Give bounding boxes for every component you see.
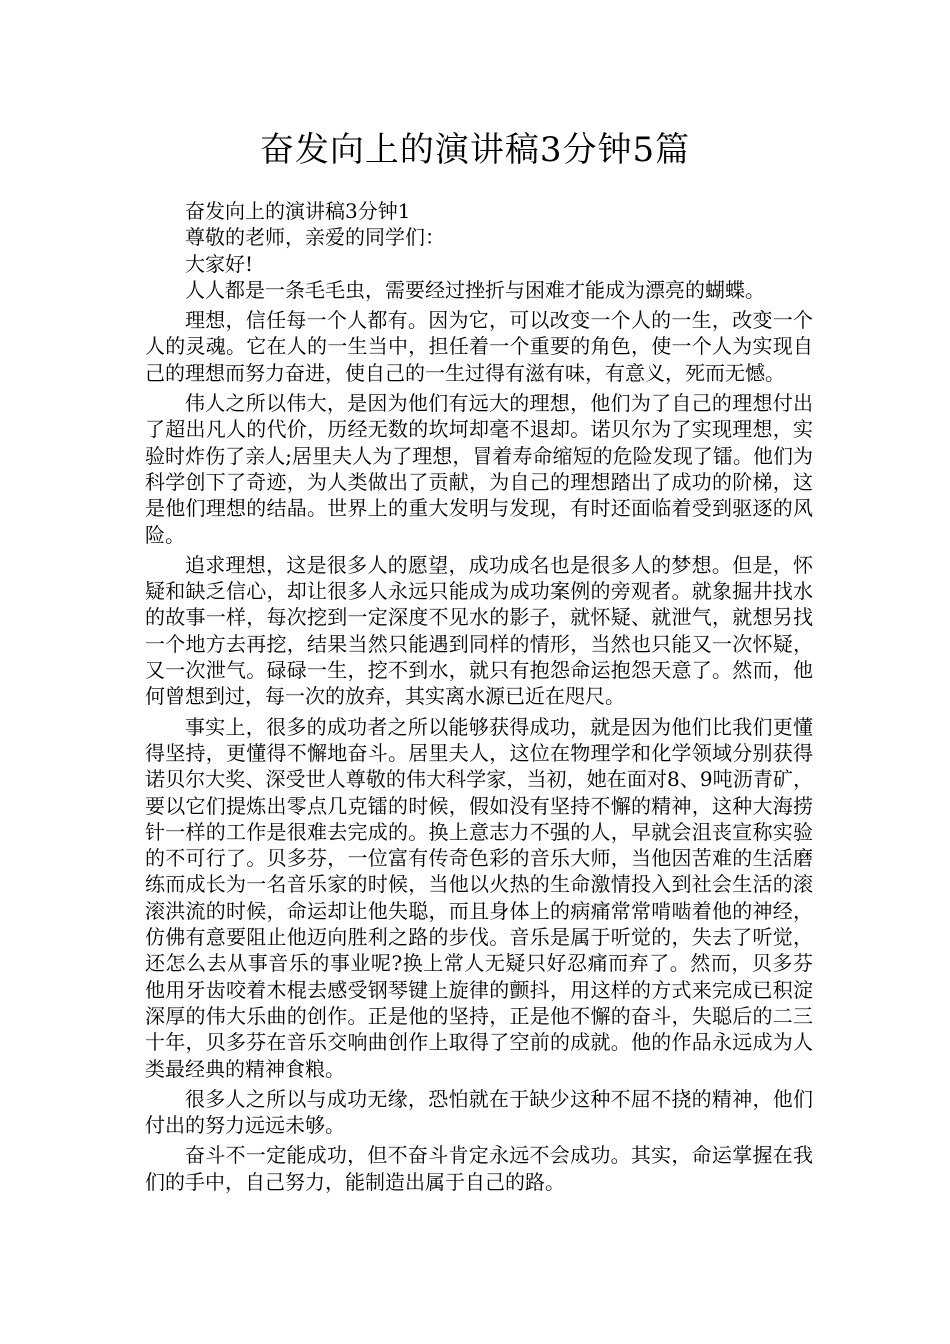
paragraph-great-people: 伟人之所以伟大，是因为他们有远大的理想，他们为了自己的理想付出了超出凡人的代价，历经无数的坎坷却毫不退却。诺贝尔为了实现理想，实验时炸伤了亲人;居里夫人为了理想，冒着寿命缩短的危险发现了镭。他们为科学创下了奇迹，为人类做出了贡献，为自己的理想踏出了成功的阶梯，这是他们理想的结晶。世界上的重大发明与发现，有时还面临着受到驱逐的风险。 [145,391,813,547]
document-title: 奋发向上的演讲稿3分钟5篇 [259,130,691,170]
document-body [145,198,813,1195]
paragraph-butterfly: 人人都是一条毛毛虫，需要经过挫折与困难才能成为漂亮的蝴蝶。 [185,277,765,302]
paragraph-lack-of-spirit: 很多人之所以与成功无缘，恐怕就在于缺少这种不屈不挠的精神，他们付出的努力远远未够。 [145,1086,813,1138]
paragraph-greeting: 大家好! [185,251,254,276]
paragraph-struggle: 奋斗不一定能成功，但不奋斗肯定永远不会成功。其实，命运掌握在我们的手中，自己努力，能制造出属于自己的路。 [145,1143,813,1194]
paragraph-subtitle: 奋发向上的演讲稿3分钟1 [185,199,411,223]
paragraph-pursuit: 追求理想，这是很多人的愿望，成功成名也是很多人的梦想。但是，怀疑和缺乏信心，却让很多人永远只能成为成功案例的旁观者。就象掘井找水的故事一样，每次挖到一定深度不见水的影子，就怀疑、就泄气，就想另找一个地方去再挖，结果当然只能遇到同样的情形，当然也只能又一次怀疑，又一次泄气。碌碌一生，挖不到水，就只有抱怨命运抱怨天意了。然而，他何曾想到过，每一次的放弃，其实离水源已近在咫尺。 [145,552,813,709]
paragraph-persistence: 事实上，很多的成功者之所以能够获得成功，就是因为他们比我们更懂得坚持，更懂得不懈地奋斗。居里夫人，这位在物理学和化学领域分别获得诺贝尔大奖、深受世人尊敬的伟大科学家，当初，她在面对8、9吨沥青矿，要以它们提炼出零点几克镭的时候，假如没有坚持不懈的精神，这种大海捞针一样的工作是很难去完成的。换上意志力不强的人，早就会沮丧宣称实验的不可行了。贝多芬，一位富有传奇色彩的音乐大师，当他因苦难的生活磨练而成长为一名音乐家的时候，当他以火热的生命激情投入到社会生活的滚滚洪流的时候，命运却让他失聪，而且身体上的病痛常常啃啮着他的神经，仿佛有意要阻止他迈向胜利之路的步伐。音乐是属于听觉的，失去了听觉，还怎么去从事音乐的事业呢?换上常人无疑只好忍痛而弃了。然而，贝多芬他用牙齿咬着木棍去感受钢琴键上旋律的颤抖，用这样的方式来完成已积淀深厚的伟大乐曲的创作。正是他的坚持，正是他不懈的奋斗，失聪后的二三十年，贝多芬在音乐交响曲创作上取得了空前的成就。他的作品永远成为人类最经典的精神食粮。 [145,714,813,1081]
paragraph-ideal: 理想，信任每一个人都有。因为它，可以改变一个人的一生，改变一个人的灵魂。它在人的一生当中，担任着一个重要的角色，使一个人为实现自己的理想而努力奋进，使自己的一生过得有滋有味，有意义，死而无憾。 [145,308,813,385]
paragraph-salutation: 尊敬的老师，亲爱的同学们： [185,225,445,250]
